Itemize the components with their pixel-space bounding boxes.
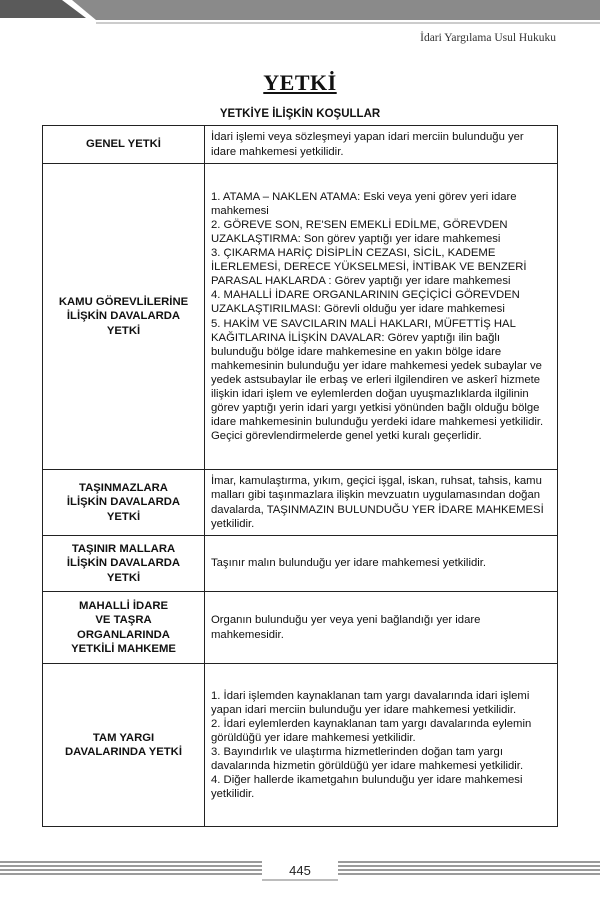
page-title: YETKİ [263, 70, 337, 95]
row-label [43, 164, 205, 470]
jurisdiction-table [42, 125, 558, 827]
page-subtitle: YETKİYE İLİŞKİN KOŞULLAR [219, 108, 381, 120]
label-line: YETKİ [106, 510, 141, 523]
row-label [43, 126, 205, 164]
row-label [43, 592, 205, 664]
table-row [43, 664, 558, 827]
label-line: İLİŞKİN DAVALARDA [66, 496, 181, 509]
content-paragraph: Geçici görevlendirmelerde genel yetki kuralı geçerlidir. [211, 430, 482, 443]
label-line: TAŞINMAZLARA [79, 482, 168, 495]
table-row [43, 470, 558, 536]
label-line: KAMU GÖREVLİLERİNE [58, 296, 189, 309]
content-paragraph: 3. ÇIKARMA HARİÇ DİSİPLİN CEZASI, SİCİL, KADEME İLERLEMESİ, DERECE YÜKSELMESİ, İNTİBAK VE BENZERİ PARASAL HAKLARDA : Görev yaptığı yer idare mahkemesi [211, 247, 527, 288]
table-row [43, 592, 558, 664]
label-line: DAVALARINDA YETKİ [65, 746, 182, 758]
table-row [43, 126, 558, 164]
label-line: VE TAŞRA [95, 614, 152, 627]
label-line: TAŞINIR MALLARA [71, 543, 176, 556]
row-label [43, 664, 205, 827]
content-paragraph: 2. GÖREVE SON, RE'SEN EMEKLİ EDİLME, GÖREVDEN UZAKLAŞTIRMA: Son görev yaptığı yer idare mahkemesi [211, 218, 508, 245]
label-line: YETKİ [106, 571, 141, 584]
page-number: 445 [289, 863, 311, 878]
row-content [205, 664, 558, 827]
content-paragraph: Organın bulunduğu yer veya yeni bağlandığı yer idare mahkemesidir. [211, 614, 481, 641]
label-line: YETKİ [106, 324, 141, 337]
content-paragraph: 4. Diğer hallerde ikametgahın bulunduğu yer idare mahkemesi yetkilidir. [211, 774, 523, 801]
row-content [205, 470, 558, 536]
table-row [43, 536, 558, 592]
content-paragraph: 3. Bayındırlık ve ulaştırma hizmetlerinden doğan tam yargı davalarında hizmetin görüldüğü yer idare mahkemesi yetkilidir. [211, 746, 524, 773]
row-content [205, 536, 558, 592]
content-paragraph: 1. ATAMA – NAKLEN ATAMA: Eski veya yeni görev yeri idare mahkemesi [211, 190, 517, 217]
header-band [0, 0, 600, 26]
content-paragraph: 5. HAKİM VE SAVCILARIN MALİ HAKLARI, MÜFETTİŞ HAL KAĞITLARINA İLİŞKİN DAVALAR: Görev yaptığı ilin bağlı bulunduğu bölge idare mahkemesine en yakın bölge idare mahkemesinin bulunduğu yer idare mahkemesi yedek subaylar ve yedek astsubaylar ile erbaş ve erleri ilgilendiren ve askerî hizmete ilişkin idari işlem ve eylemlerden doğan uyuşmazlıklarda ilgilinin görev yaptığı yerin idari yargı yetkisi yönünden bağlı olduğu bölge idare mahkemesinin bulunduğu yerdeki idare mahkemesi yetkilidir. [211, 317, 544, 429]
row-label [43, 470, 205, 536]
row-label [43, 536, 205, 592]
content-paragraph: İdari işlemi veya sözleşmeyi yapan idari merciin bulunduğu yer idare mahkemesi yetkilidir. [211, 131, 524, 158]
label-line: TAM YARGI [92, 731, 155, 744]
content-paragraph: 2. İdari eylemlerden kaynaklanan tam yargı davalarında eylemin görüldüğü yer idare mahkemesi yetkilidir. [211, 717, 532, 744]
content-paragraph: 1. İdari işlemden kaynaklanan tam yargı davalarında idari işlemi yapan idari merciin bulunduğu yer idare mahkemesi yetkilidir. [211, 689, 530, 716]
label-line: GENEL YETKİ [86, 138, 161, 151]
label-line: İLİŞKİN DAVALARDA [66, 557, 181, 570]
table-row [43, 164, 558, 470]
running-title: İdari Yargılama Usul Hukuku [420, 32, 556, 44]
content-paragraph: 4. MAHALLİ İDARE ORGANLARININ GEÇİÇİCİ GÖREVDEN UZAKLAŞTIRILMASI: Görevli olduğu yer idare mahkemesi [211, 289, 520, 316]
label-line: MAHALLİ İDARE [78, 600, 169, 613]
label-line: ORGANLARINDA [77, 628, 170, 641]
label-line: İLİŞKİN DAVALARDA [66, 310, 181, 323]
content-paragraph: Taşınır malın bulunduğu yer idare mahkemesi yetkilidir. [211, 557, 487, 570]
row-content [205, 592, 558, 664]
label-line: YETKİLİ MAHKEME [71, 642, 176, 655]
row-content [205, 126, 558, 164]
row-content [205, 164, 558, 470]
content-paragraph: İmar, kamulaştırma, yıkım, geçici işgal, iskan, ruhsat, tahsis, kamu malları gibi taşınmazlara ilişkin mevzuatın uygulamasından doğan davalarda, TAŞINMAZIN BULUNDUĞU YER İDARE MAHKEMESİ yetkilidir. [211, 475, 544, 530]
